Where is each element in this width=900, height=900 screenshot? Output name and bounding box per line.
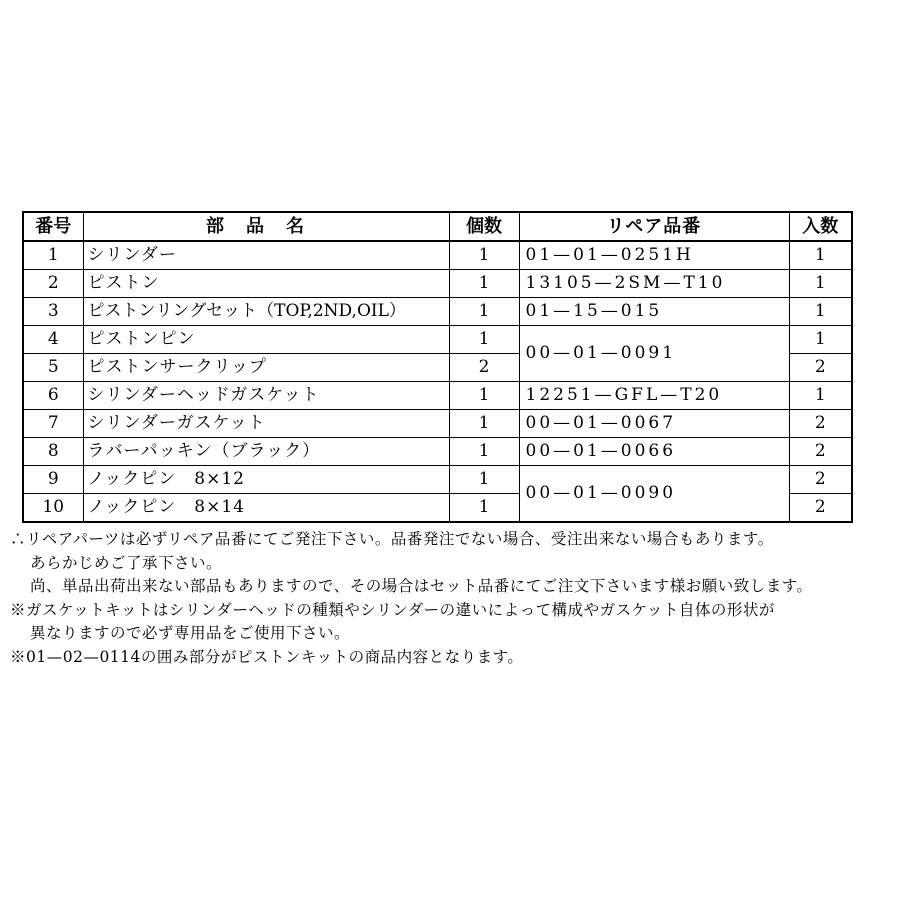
row-pack-quantity: 1 — [789, 298, 852, 326]
header-repair-part-number: リペア品番 — [519, 212, 789, 241]
row-repair-part-number: 01—15—015 — [519, 298, 789, 326]
table-row — [23, 270, 852, 298]
row-part-name: ピストンリングセット（TOP,2ND,OIL） — [83, 298, 449, 326]
row-number: 5 — [23, 354, 83, 382]
row-quantity: 1 — [449, 382, 519, 410]
row-part-name: シリンダーヘッドガスケット — [83, 382, 449, 410]
table-row — [23, 382, 852, 410]
row-part-name: ピストンサークリップ — [83, 354, 449, 382]
row-pack-quantity: 2 — [789, 466, 852, 494]
row-part-name: ノックピン 8×12 — [83, 466, 449, 494]
row-quantity: 2 — [449, 354, 519, 382]
row-repair-part-number: 00—01—0067 — [519, 410, 789, 438]
note-gasket-kit: ※ガスケットキットはシリンダーヘッドの種類やシリンダーの違いによって構成やガスケット自体の形状が — [10, 600, 775, 619]
table-row — [23, 298, 852, 326]
note-piston-kit-contents: ※01—02—0114の囲み部分がピストンキットの商品内容となります。 — [10, 647, 524, 666]
notes-block — [10, 528, 890, 669]
header-part-name: 部品名 — [83, 212, 449, 241]
table-row — [23, 466, 852, 494]
row-quantity: 1 — [449, 270, 519, 298]
row-pack-quantity: 1 — [789, 270, 852, 298]
note-set-part-number: 尚、単品出荷出来ない部品もありますので、その場合はセット品番にてご注文下さいます様お願い致します。 — [30, 577, 813, 595]
row-number: 10 — [23, 494, 83, 523]
row-pack-quantity: 1 — [789, 382, 852, 410]
row-quantity: 1 — [449, 494, 519, 523]
row-part-name: ピストン — [83, 270, 449, 298]
table-row — [23, 438, 852, 466]
row-repair-part-number: 13105—2SM—T10 — [519, 270, 789, 298]
row-number: 3 — [23, 298, 83, 326]
row-pack-quantity: 2 — [789, 494, 852, 523]
header-pack-quantity: 入数 — [789, 212, 852, 241]
row-part-name: シリンダーガスケット — [83, 410, 449, 438]
row-pack-quantity: 1 — [789, 241, 852, 270]
row-number: 7 — [23, 410, 83, 438]
row-quantity: 1 — [449, 410, 519, 438]
table-row — [23, 326, 852, 354]
note-order-by-repair-number: ∴リペアパーツは必ずリペア品番にてご発注下さい。品番発注でない場合、受注出来ない場合もあります。 — [10, 530, 774, 548]
row-repair-part-number: 00—01—0066 — [519, 438, 789, 466]
header-number: 番号 — [23, 212, 83, 241]
row-pack-quantity: 2 — [789, 438, 852, 466]
row-quantity: 1 — [449, 241, 519, 270]
row-part-name: ピストンピン — [83, 326, 449, 354]
row-number: 9 — [23, 466, 83, 494]
table-row — [23, 410, 852, 438]
row-number: 1 — [23, 241, 83, 270]
note-please-understand: あらかじめご了承下さい。 — [30, 553, 223, 572]
table-header-row — [23, 212, 852, 241]
row-repair-part-number: 01—01—0251H — [519, 241, 789, 270]
row-number: 6 — [23, 382, 83, 410]
row-quantity: 1 — [449, 298, 519, 326]
header-quantity: 個数 — [449, 212, 519, 241]
row-part-name: ラバーパッキン（ブラック） — [83, 438, 449, 466]
row-repair-part-number: 00—01—0090 — [519, 466, 789, 523]
note-use-dedicated-part: 異なりますので必ず専用品をご使用下さい。 — [30, 624, 351, 642]
row-pack-quantity: 1 — [789, 326, 852, 354]
row-number: 2 — [23, 270, 83, 298]
row-pack-quantity: 2 — [789, 354, 852, 382]
table-row — [23, 241, 852, 270]
row-quantity: 1 — [449, 438, 519, 466]
row-number: 4 — [23, 326, 83, 354]
row-pack-quantity: 2 — [789, 410, 852, 438]
parts-table — [22, 211, 853, 523]
row-number: 8 — [23, 438, 83, 466]
row-quantity: 1 — [449, 466, 519, 494]
row-quantity: 1 — [449, 326, 519, 354]
row-repair-part-number: 12251—GFL—T20 — [519, 382, 789, 410]
row-part-name: ノックピン 8×14 — [83, 494, 449, 523]
row-part-name: シリンダー — [83, 241, 449, 270]
row-repair-part-number: 00—01—0091 — [519, 326, 789, 382]
